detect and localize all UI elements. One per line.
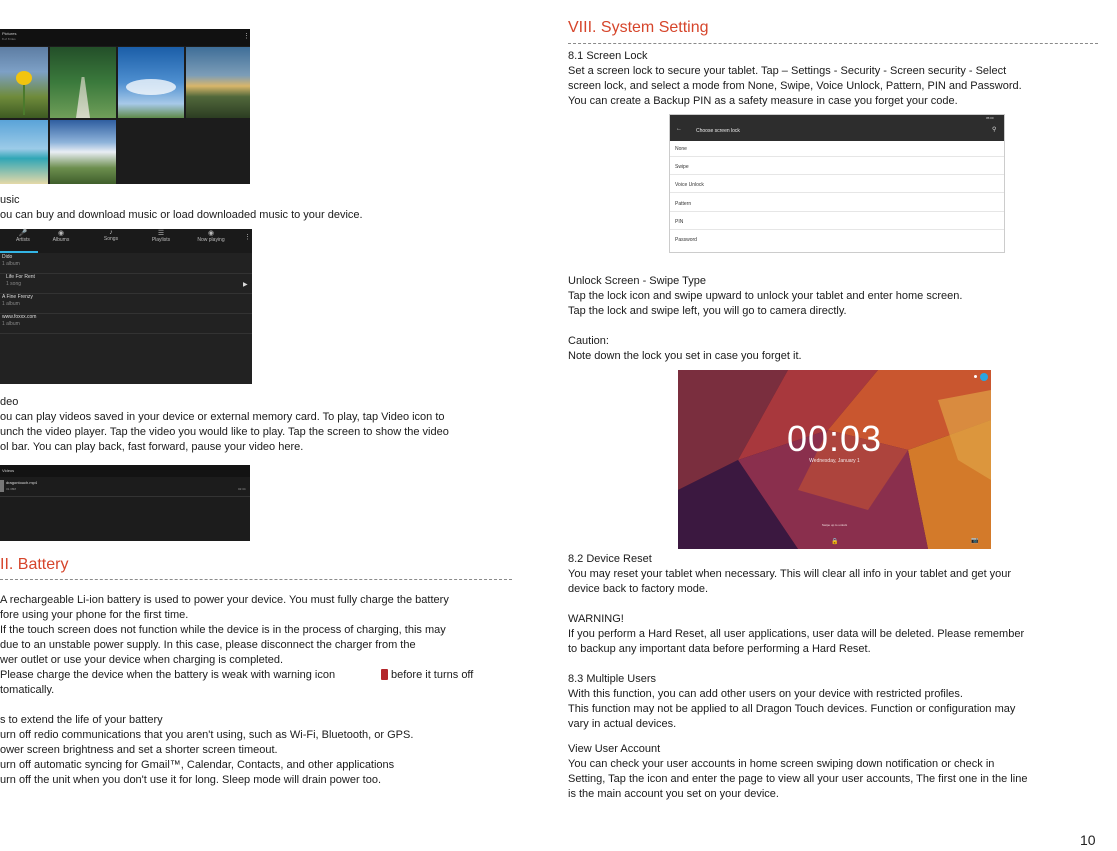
battery-line-2: fore using your phone for the first time.: [0, 609, 189, 621]
list-item[interactable]: Dido 1 album: [0, 254, 252, 274]
tab-songs[interactable]: ♪ Songs: [103, 229, 119, 242]
system-setting-heading: VIII. System Setting: [568, 19, 709, 36]
reset-line-1: You may reset your tablet when necessary. This will clear all info in your tablet and get your: [568, 568, 1012, 580]
lock-option-voice-unlock[interactable]: Voice Unlock: [675, 182, 704, 188]
photo-clouds-field[interactable]: [50, 120, 116, 184]
tips-line-4: urn off automatic syncing for Gmail™, Calendar, Contacts, and other applications: [0, 759, 395, 771]
users-title: 8.3 Multiple Users: [568, 673, 657, 685]
battery-line-6: Please charge the device when the battery is weak with warning icon: [0, 669, 336, 681]
lock-screen-time: 00:03: [786, 418, 883, 459]
screen-lock-line-2: screen lock, and select a mode from None, Swipe, Voice Unlock, Pattern, PIN and Password.: [568, 80, 1022, 92]
video-filename: dragontouch.mp4: [6, 480, 38, 485]
overflow-menu-icon[interactable]: ⋮: [244, 234, 251, 241]
users-line-1: With this function, you can add other users on your device with restricted profiles.: [568, 688, 963, 700]
status-time: 05:00: [986, 116, 994, 120]
warning-title: WARNING!: [568, 613, 624, 625]
music-text: ou can buy and download music or load downloaded music to your device.: [0, 209, 363, 221]
photo-landscape-sunset[interactable]: [186, 47, 250, 118]
tips-line-3: ower screen brightness and set a shorter screen timeout.: [0, 744, 278, 756]
caution-text: Note down the lock you set in case you forget it.: [568, 350, 802, 362]
tab-artists[interactable]: 🎤 Artists: [16, 230, 30, 243]
lock-screen-screenshot: [678, 370, 991, 549]
tips-line-2: urn off redio communications that you aren't using, such as Wi-Fi, Bluetooth, or GPS.: [0, 729, 414, 741]
video-thumbnail: [0, 480, 4, 492]
battery-line-7: tomatically.: [0, 684, 55, 696]
search-icon[interactable]: ⚲: [992, 127, 997, 133]
music-app-screenshot: [0, 229, 252, 384]
camera-icon[interactable]: 📷: [971, 538, 979, 544]
gallery-title: Pictures: [2, 31, 17, 36]
choose-screen-lock-screenshot: [669, 114, 1005, 253]
battery-divider: [0, 579, 512, 580]
reset-line-2: device back to factory mode.: [568, 583, 709, 595]
choose-screen-lock-title: Choose screen lock: [696, 128, 740, 134]
page-number: 10: [1080, 832, 1096, 848]
lock-option-pattern[interactable]: Pattern: [675, 201, 692, 207]
gallery-menu-icon[interactable]: ⋮: [243, 33, 250, 40]
battery-line-1: A rechargeable Li-ion battery is used to power your device. You must fully charge the battery: [0, 594, 449, 606]
user-avatar-icon[interactable]: [980, 373, 988, 381]
account-line-1: You can check your user accounts in home screen swiping down notification or check in: [568, 758, 995, 770]
video-size: 31.38M: [6, 487, 17, 491]
swipe-hint: Swipe up to unlock: [821, 523, 848, 527]
screen-lock-line-3: You can create a Backup PIN as a safety measure in case you forget your code.: [568, 95, 958, 107]
photo-yellow-flower[interactable]: [0, 47, 48, 118]
video-heading: deo: [0, 396, 19, 408]
battery-warning-icon: [381, 669, 388, 680]
video-duration: 02:34: [238, 487, 246, 491]
lock-option-password[interactable]: Password: [675, 237, 697, 243]
battery-line-6b: before it turns off: [391, 669, 474, 681]
account-line-2: Setting, Tap the icon and enter the page to view all your user accounts, The first one in the line: [568, 773, 1028, 785]
unlock-line-2: Tap the lock and swipe left, you will go to camera directly.: [568, 305, 847, 317]
video-text-line-2: unch the video player. Tap the video you would like to play. Tap the screen to show the video: [0, 426, 449, 438]
photo-blue-sky[interactable]: [118, 47, 184, 118]
tab-now-playing[interactable]: ◉ Now playing: [197, 230, 225, 243]
warning-line-2: to backup any important data before performing a Hard Reset.: [568, 643, 871, 655]
users-line-2: This function may not be applied to all Dragon Touch devices. Function or configuration may: [568, 703, 1016, 715]
battery-heading: II. Battery: [0, 556, 69, 573]
reset-title: 8.2 Device Reset: [568, 553, 652, 565]
video-text-line-3: ol bar. You can play back, fast forward, pause your video here.: [0, 441, 304, 453]
photo-forest-path[interactable]: [50, 47, 116, 118]
tips-line-5: urn off the unit when you don't use it for long. Sleep mode will drain power too.: [0, 774, 382, 786]
screen-lock-line-1: Set a screen lock to secure your tablet. Tap – Settings - Security - Screen security - Select: [568, 65, 1007, 77]
battery-line-5: wer outlet or use your device when charging is completed.: [0, 654, 284, 666]
lock-option-pin[interactable]: PIN: [675, 219, 684, 225]
tab-playlists[interactable]: ☰ Playlists: [151, 230, 171, 243]
battery-line-3: If the touch screen does not function while the device is in the process of charging, this may: [0, 624, 446, 636]
video-app-title: Videos: [2, 468, 15, 473]
lock-option-swipe[interactable]: Swipe: [675, 164, 689, 170]
video-text-line-1: ou can play videos saved in your device or external memory card. To play, tap Video icon to: [0, 411, 445, 423]
unlock-title: Unlock Screen - Swipe Type: [568, 275, 706, 287]
unlock-line-1: Tap the lock icon and swipe upward to unlock your tablet and enter home screen.: [568, 290, 963, 302]
users-line-3: vary in actual devices.: [568, 718, 677, 730]
play-icon[interactable]: ▶: [243, 282, 248, 288]
system-setting-divider: [568, 43, 1098, 44]
battery-line-4: due to an unstable power supply. In this case, please disconnect the charger from the: [0, 639, 416, 651]
photo-beach[interactable]: [0, 120, 48, 184]
music-heading: usic: [0, 194, 20, 206]
status-dot-icon: [974, 375, 977, 378]
gallery-subtitle: 8 of 8 tiles: [2, 37, 16, 41]
lock-icon[interactable]: 🔒: [831, 539, 839, 545]
video-app-screenshot: [0, 465, 250, 541]
warning-line-1: If you perform a Hard Reset, all user applications, user data will be deleted. Please remember: [568, 628, 1025, 640]
screen-lock-title: 8.1 Screen Lock: [568, 50, 648, 62]
list-item[interactable]: Life For Rent 1 song: [0, 274, 252, 294]
caution-title: Caution:: [568, 335, 609, 347]
tips-line-1: s to extend the life of your battery: [0, 714, 163, 726]
list-item[interactable]: A Fine Frenzy 1 album: [0, 294, 252, 314]
lock-screen-date: Wednesday, January 1: [809, 458, 860, 464]
video-list-item[interactable]: [0, 478, 250, 497]
account-title: View User Account: [568, 743, 661, 755]
account-line-3: is the main account you set on your device.: [568, 788, 779, 800]
list-item[interactable]: www.foxxx.com 1 album: [0, 314, 252, 334]
lock-option-none[interactable]: None: [675, 146, 687, 152]
tab-albums[interactable]: ◉ Albums: [52, 230, 70, 243]
gallery-screenshot: [0, 29, 250, 184]
back-arrow-icon[interactable]: ←: [676, 126, 682, 132]
